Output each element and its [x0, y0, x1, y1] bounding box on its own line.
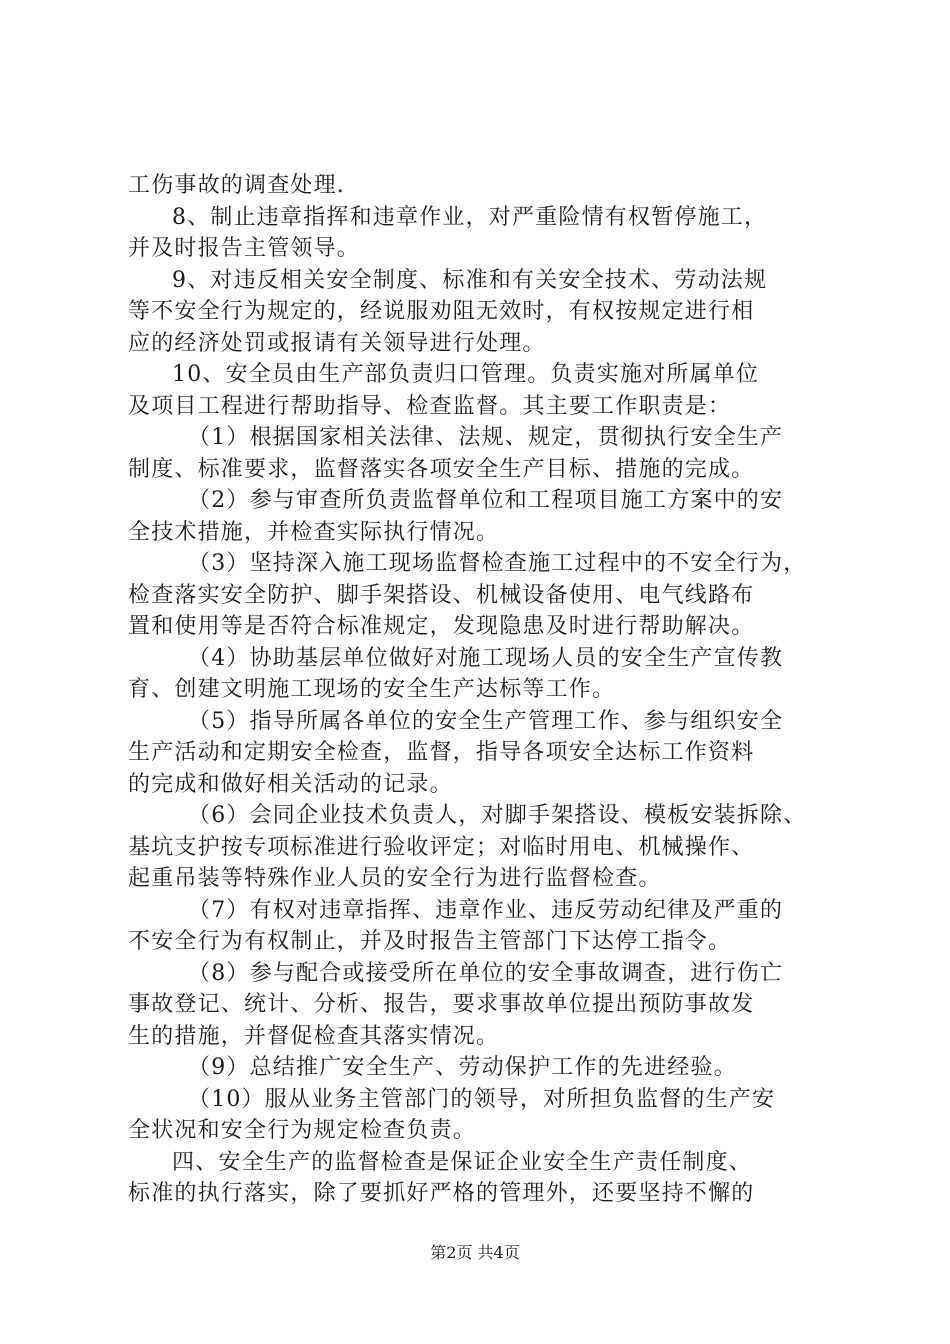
text-line: 全状况和安全行为规定检查负责。	[128, 1118, 477, 1143]
text-line: 生的措施，并督促检查其落实情况。	[128, 1023, 500, 1049]
text-line: 不安全行为有权制止，并及时报告主管部门下达停工指令。	[128, 929, 732, 954]
text-line: 等不安全行为规定的，经说服劝阻无效时，有权按规定进行相	[128, 299, 755, 324]
text-line: （5）指导所属各单位的安全生产管理工作、参与组织安全	[188, 708, 784, 734]
text-line: （4）协助基层单位做好对施工现场人员的安全生产宣传教	[188, 645, 784, 671]
text-line: 的完成和做好相关活动的记录。	[128, 771, 453, 797]
text-line: （10）服从业务主管部门的领导，对所担负监督的生产安	[188, 1086, 776, 1112]
text-line: 基坑支护按专项标准进行验收评定；对临时用电、机械操作、	[128, 834, 755, 860]
text-line: 及项目工程进行帮助指导、检查监督。其主要工作职责是：	[128, 393, 732, 419]
text-line: 事故登记、统计、分析、报告，要求事故单位提出预防事故发	[128, 992, 755, 1017]
text-line: 置和使用等是否符合标准规定，发现隐患及时进行帮助解决。	[128, 614, 755, 639]
text-line: 10、安全员由生产部负责归口管理。负责实施对所属单位	[172, 362, 760, 387]
text-line: 生产活动和定期安全检查，监督，指导各项安全达标工作资料	[128, 740, 755, 765]
text-line: 育、创建文明施工现场的安全生产达标等工作。	[128, 677, 616, 702]
text-line: 9、对违反相关安全制度、标准和有关安全技术、劳动法规	[172, 267, 768, 293]
text-line: 8、制止违章指挥和违章作业，对严重险情有权暂停施工，	[172, 204, 768, 230]
text-line: 制度、标准要求，监督落实各项安全生产目标、措施的完成。	[128, 456, 755, 482]
page-number-footer: 第2页 共4页	[430, 1243, 520, 1262]
text-line: （1）根据国家相关法律、法规、规定，贯彻执行安全生产	[188, 425, 784, 450]
text-line: （3）坚持深入施工现场监督检查施工过程中的不安全行为，	[188, 551, 807, 576]
text-line: （7）有权对违章指挥、违章作业、违反劳动纪律及严重的	[188, 897, 784, 923]
text-line: （8）参与配合或接受所在单位的安全事故调查，进行伤亡	[188, 960, 784, 986]
text-line: 并及时报告主管领导。	[128, 236, 361, 261]
text-line: 起重吊装等特殊作业人员的安全行为进行监督检查。	[128, 866, 662, 891]
text-line: （2）参与审查所负责监督单位和工程项目施工方案中的安	[188, 488, 784, 513]
text-line: （9）总结推广安全生产、劳动保护工作的先进经验。	[188, 1055, 737, 1080]
text-line: 检查落实安全防护、脚手架搭设、机械设备使用、电气线路布	[128, 582, 755, 608]
document-body	[128, 170, 840, 1210]
text-line: 标准的执行落实，除了要抓好严格的管理外，还要坚持不懈的	[128, 1181, 755, 1206]
text-line: 工伤事故的调查处理.	[128, 173, 345, 198]
text-line: 全技术措施，并检查实际执行情况。	[128, 519, 500, 545]
text-line: 四、安全生产的监督检查是保证企业安全生产责任制度、	[172, 1149, 753, 1175]
text-line: 应的经济处罚或报请有关领导进行处理。	[128, 330, 546, 356]
text-line: （6）会同企业技术负责人，对脚手架搭设、模板安装拆除、	[188, 803, 807, 828]
